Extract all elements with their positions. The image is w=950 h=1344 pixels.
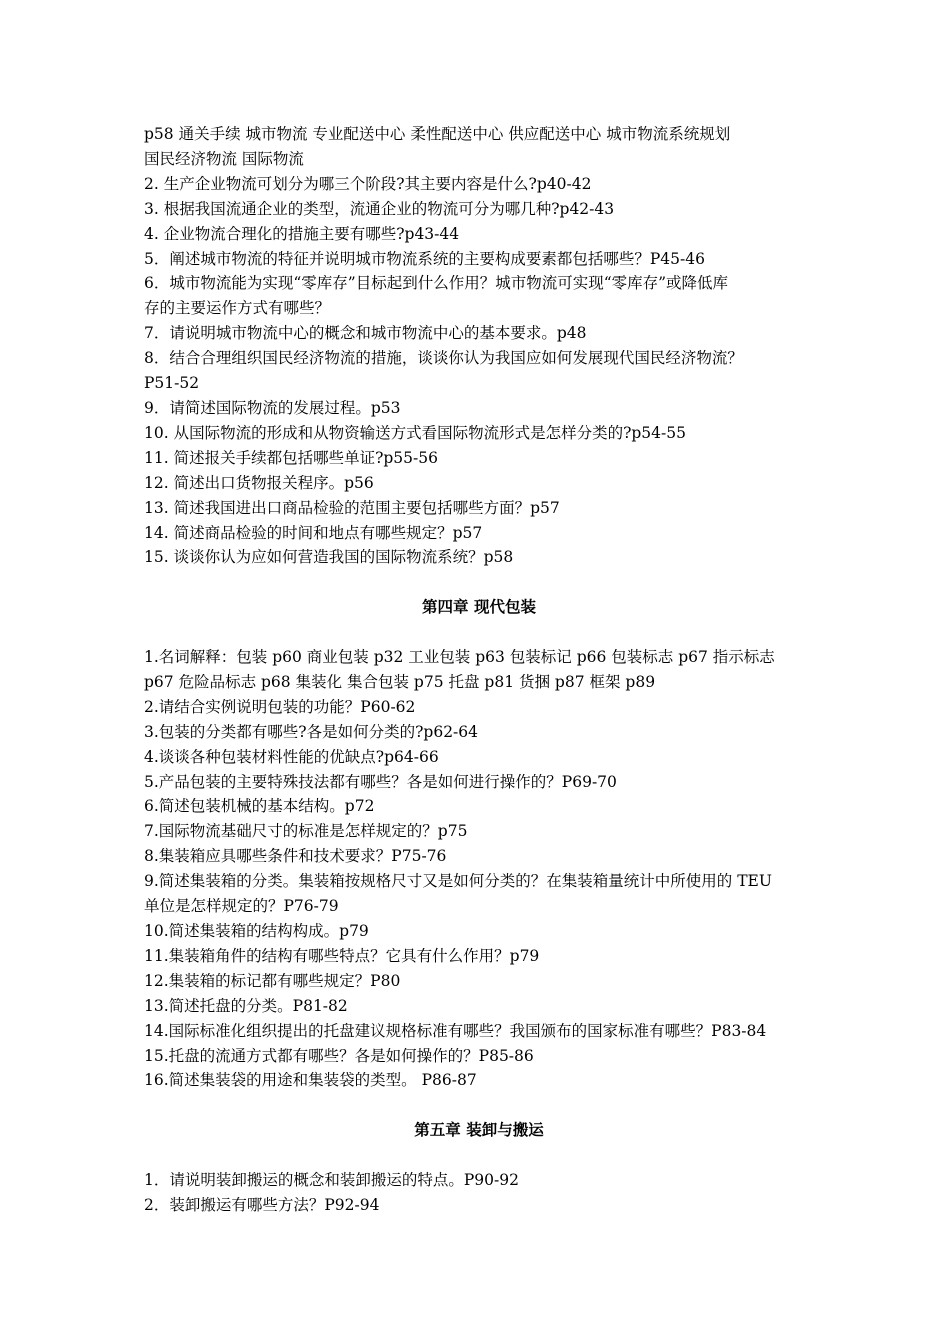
question-item: 5．阐述城市物流的特征并说明城市物流系统的主要构成要素都包括哪些？P45-46 xyxy=(144,249,705,268)
question-item: 6．城市物流能为实现“零库存”目标起到什么作用？城市物流可实现“零库存”或降低库 xyxy=(144,274,729,293)
spacer xyxy=(144,570,814,595)
question-item: 11. 简述报关手续都包括哪些单证?p55-56 xyxy=(144,448,438,467)
chapter-4-line: 4.谈谈各种包装材料性能的优缺点?p64-66 xyxy=(144,747,439,766)
question-item: 3. 根据我国流通企业的类型，流通企业的物流可分为哪几种?p42-43 xyxy=(144,199,615,218)
spacer xyxy=(144,1143,814,1168)
question-item: 8．结合合理组织国民经济物流的措施，谈谈你认为我国应如何发展现代国民经济物流？ xyxy=(144,349,743,368)
question-item: 存的主要运作方式有哪些？ xyxy=(144,299,331,318)
document-page xyxy=(144,122,814,1218)
chapter-4-line: p67 危险品标志 p68 集装化 集合包装 p75 托盘 p81 货捆 p87 框架 p89 xyxy=(144,672,656,691)
chapter-5-line: 1．请说明装卸搬运的概念和装卸搬运的特点。P90-92 xyxy=(144,1171,519,1189)
chapter-4-line: 7.国际物流基础尺寸的标准是怎样规定的？p75 xyxy=(144,822,468,841)
question-item: 15. 谈谈你认为应如何营造我国的国际物流系统？p58 xyxy=(144,548,514,567)
chapter-4-line: 8.集装箱应具哪些条件和技术要求？P75-76 xyxy=(144,847,447,866)
question-item: 13. 简述我国进出口商品检验的范围主要包括哪些方面？p57 xyxy=(144,498,560,517)
chapter-4-line: 3.包装的分类都有哪些?各是如何分类的?p62-64 xyxy=(144,722,479,741)
term-line-2: 国民经济物流 国际物流 xyxy=(144,149,304,168)
chapter-4-line: 9.简述集装箱的分类。集装箱按规格尺寸又是如何分类的？在集装箱量统计中所使用的 TEU xyxy=(144,872,772,891)
chapter-4-line: 14.国际标准化组织提出的托盘建议规格标准有哪些？我国颁布的国家标准有哪些？P83-84 xyxy=(144,1021,767,1040)
spacer xyxy=(144,1093,814,1118)
term-line-1: p58 通关手续 城市物流 专业配送中心 柔性配送中心 供应配送中心 城市物流系统规划 xyxy=(144,125,731,143)
chapter-4-line: 1.名词解释：包装 p60 商业包装 p32 工业包装 p63 包装标记 p66 包装标志 p67 指示标志 xyxy=(144,648,775,666)
chapter-4-line: 16.简述集装袋的用途和集装袋的类型。 P86-87 xyxy=(144,1071,477,1090)
chapter-4-line: 11.集装箱角件的结构有哪些特点？它具有什么作用？p79 xyxy=(144,946,540,965)
chapter-4-line: 5.产品包装的主要特殊技法都有哪些？各是如何进行操作的？P69-70 xyxy=(144,772,617,791)
chapter-4-line: 2.请结合实例说明包装的功能？P60-62 xyxy=(144,697,416,716)
chapter-4-line: 10.简述集装箱的结构构成。p79 xyxy=(144,921,369,940)
chapter-4-line: 13.简述托盘的分类。P81-82 xyxy=(144,996,348,1015)
chapter-4-line: 单位是怎样规定的？P76-79 xyxy=(144,897,339,916)
question-item: P51-52 xyxy=(144,374,200,393)
question-item: 9．请简述国际物流的发展过程。p53 xyxy=(144,398,401,417)
question-item: 14. 简述商品检验的时间和地点有哪些规定？p57 xyxy=(144,523,483,542)
chapter-4-line: 6.简述包装机械的基本结构。p72 xyxy=(144,797,375,816)
chapter-5-heading: 第五章 装卸与搬运 xyxy=(414,1120,544,1140)
chapter-5-line: 2．装卸搬运有哪些方法？P92-94 xyxy=(144,1195,380,1214)
chapter-4-line: 15.托盘的流通方式都有哪些？各是如何操作的？P85-86 xyxy=(144,1046,534,1065)
chapter-4-heading: 第四章 现代包装 xyxy=(422,597,536,617)
question-item: 4. 企业物流合理化的措施主要有哪些?p43-44 xyxy=(144,224,460,243)
question-item: 12. 简述出口货物报关程序。p56 xyxy=(144,473,374,492)
question-item: 2. 生产企业物流可划分为哪三个阶段?其主要内容是什么?p40-42 xyxy=(144,174,592,193)
chapter-4-line: 12.集装箱的标记都有哪些规定？P80 xyxy=(144,971,401,990)
spacer xyxy=(144,620,814,645)
question-item: 7．请说明城市物流中心的概念和城市物流中心的基本要求。p48 xyxy=(144,324,587,343)
question-item: 10. 从国际物流的形成和从物资输送方式看国际物流形式是怎样分类的?p54-55 xyxy=(144,423,686,442)
